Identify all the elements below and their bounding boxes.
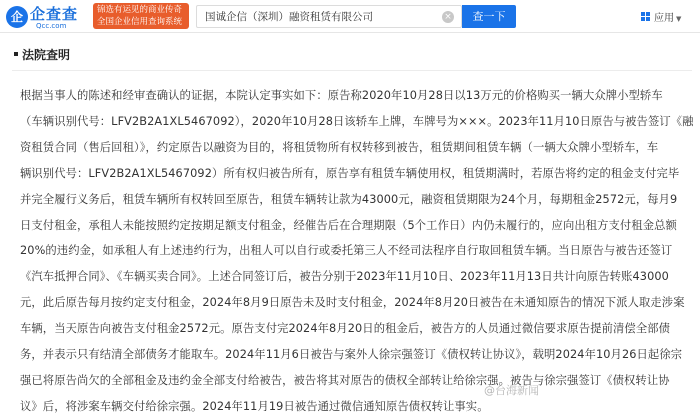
paragraph-line: 车辆，当天原告向被告支付租金2572元。原告支付完2024年8月20日的租金后，被告方的人员通过微信要求原告提前清偿全部债: [20, 322, 671, 336]
slogan-line-1: 锦选有运见的商业传奇: [97, 5, 183, 15]
clear-search-icon[interactable]: ×: [442, 11, 454, 23]
paragraph-line: 20%的违约金，如承租人有上述违约行为，出租人可以自行或委托第三人不经司法程序自行取回租赁车辆。当日原告与被告还签订: [20, 244, 673, 258]
paragraph-line: （车辆识别代号：LFV2B2A1XL5467092），2020年10月28日该轿车上牌，车牌号为×××。2023年11月10日原告与被告签订《融: [20, 114, 694, 128]
section-heading: [14, 46, 70, 63]
paragraph-line: 《汽车抵押合同》、《车辆买卖合同》。上述合同签订后，被告分别于2023年11月10日、2023年11月13日共计向原告转账43000: [20, 270, 669, 284]
paragraph-line: 元，此后原告每月按约定支付租金，2024年8月9日原告未及时支付租金，2024年8月20日被告在未通知原告的情况下派人取走涉案: [20, 296, 685, 310]
paragraph-line: 根据当事人的陈述和经审查确认的证据，本院认定事实如下：原告称2020年10月28日以13万元的价格购买一辆大众牌小型轿车: [20, 89, 663, 102]
search-input[interactable]: [205, 6, 435, 27]
paragraph-line: 议》后，将涉案车辆交付给徐宗强。2024年11月19日被告通过微信通知原告债权转让事实。: [20, 399, 489, 413]
search-button[interactable]: 查一下: [462, 5, 516, 28]
slogan-line-2: 全国企业信用查询系统: [97, 17, 183, 27]
chevron-down-icon: ▼: [676, 15, 682, 23]
paragraph-line: 强已将原告尚欠的全部租金及违约金全部支付给被告，被告将其对原告的债权全部转让给徐宗强。被告与徐宗强签订《债权转让协: [20, 373, 670, 387]
court-findings-paragraph: [20, 83, 694, 415]
grid-icon: [641, 12, 651, 22]
app-menu-label: 应用: [654, 13, 674, 24]
qcc-logo[interactable]: [6, 4, 88, 30]
paragraph-line: 并完全履行义务后，租赁车辆所有权转回至原告，租赁车辆转让款为43000元，融资租赁期限为24个月，每期租金2572元，每月9: [20, 192, 678, 206]
top-header-bar: [0, 0, 700, 33]
logo-subtext: Qcc.com: [36, 22, 67, 30]
main-content: [12, 46, 692, 415]
section-divider: [12, 70, 692, 71]
paragraph-line: 资租赁合同（售后回租）》，约定原告以融资为目的，将租赁物所有权转移到被告，租赁期间租赁车辆（一辆大众牌小型轿车，车: [20, 140, 659, 154]
logo-mark-icon: 企: [6, 6, 28, 28]
watermark: @台海新闻: [484, 384, 539, 397]
paragraph-line: 辆识别代号：LFV2B2A1XL5467092）所有权归被告所有，原告享有租赁车辆使用权，租赁期满时，若原告将约定的租金支付完毕: [20, 166, 680, 180]
search-box: [196, 5, 462, 28]
paragraph-line: 务，并表示只有结清全部债务才能取车。2024年11月6日被告与案外人徐宗强签订《债权转让协议》，载明2024年10月26日起徐宗: [20, 348, 683, 362]
app-menu-button[interactable]: [641, 9, 681, 25]
heading-bullet-icon: [14, 52, 18, 56]
section-title: 法院查明: [22, 48, 71, 62]
slogan-banner: [93, 3, 189, 29]
logo-text: 企查查: [30, 5, 79, 23]
paragraph-line: 日支付租金，承租人未能按照约定按期足额支付租金，经催告后在合理期限（5个工作日）内仍未履行的，应向出租方支付租金总额: [20, 218, 677, 232]
